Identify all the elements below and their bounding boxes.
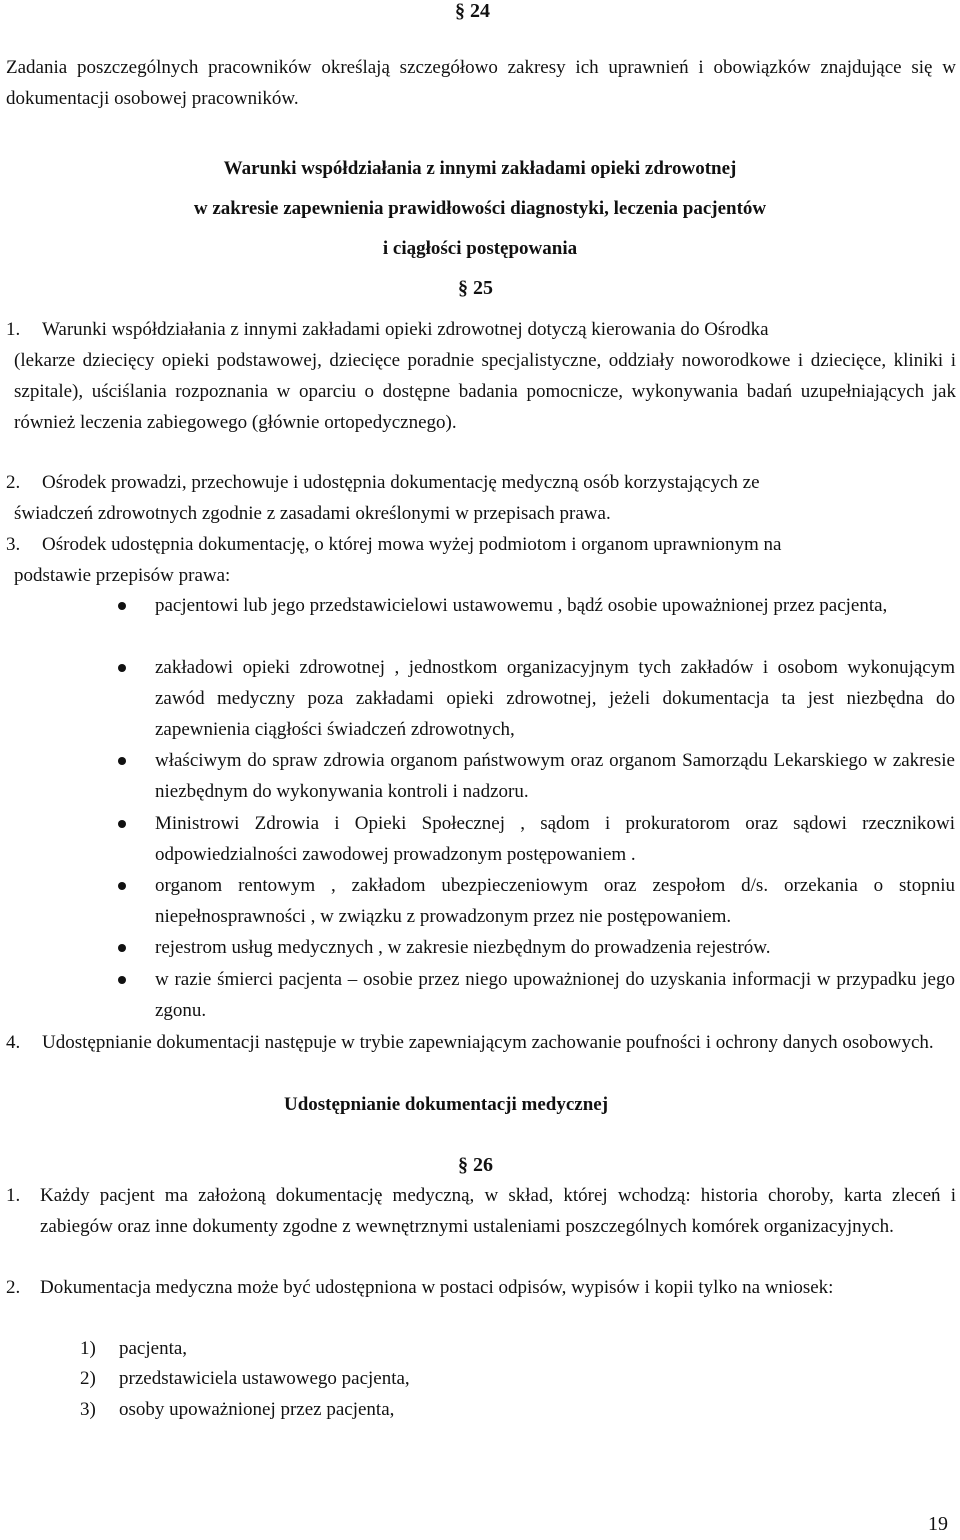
section-24-marker: § 24 xyxy=(455,0,490,22)
s25-p4-number: 4. xyxy=(6,1032,21,1053)
heading-cooperation-line3: i ciągłości postępowania xyxy=(382,238,578,259)
bullet-icon xyxy=(118,664,126,672)
s26-item-number: 3) xyxy=(80,1399,96,1420)
s26-item-authorized-person: osoby upoważnionej przez pacjenta, xyxy=(119,1399,395,1420)
bullet-item-ministry: Ministrowi Zdrowia i Opieki Społecznej , sądom i prokuratorom oraz sądowi rzecznikowi odpowiedzialności zawodowej prowadzonym postępowaniem . xyxy=(155,813,955,865)
bullet-icon xyxy=(118,757,126,765)
s26-p1-text: Każdy pacjent ma założoną dokumentację medyczną, w skład, której wchodzą: historia choroby, karta zleceń i zabiegów oraz inne dokumenty zgodne z wewnętrznymi ustaleniami poszczególnych komórek organizacyjnych. xyxy=(40,1185,956,1237)
page-number: 19 xyxy=(928,1513,948,1535)
s25-p2-text: świadczeń zdrowotnych zgodnie z zasadami określonymi w przepisach prawa. xyxy=(14,503,611,524)
s25-p1-number: 1. xyxy=(6,319,21,340)
s25-p3-number: 3. xyxy=(6,534,21,555)
bullet-item-pension-organs: organom rentowym , zakładom ubezpieczeniowym oraz zespołom d/s. orzekania o stopniu niepełnosprawności , w związku z prowadzonym przez nie postępowaniem. xyxy=(155,875,955,927)
s25-p2-first-line: Ośrodek prowadzi, przechowuje i udostępnia dokumentację medyczną osób korzystających ze xyxy=(42,472,760,493)
bullet-icon xyxy=(118,820,126,828)
bullet-icon xyxy=(118,944,126,952)
s26-item-number: 1) xyxy=(80,1338,96,1359)
s25-p2-number: 2. xyxy=(6,472,21,493)
s26-p2-text: Dokumentacja medyczna może być udostępniona w postaci odpisów, wypisów i kopii tylko na wniosek: xyxy=(40,1277,834,1298)
s26-item-number: 2) xyxy=(80,1368,96,1389)
s25-p1-first-line: Warunki współdziałania z innymi zakładami opieki zdrowotnej dotyczą kierowania do Ośrodka xyxy=(42,319,769,340)
s25-p1-text: (lekarze dziecięcy opieki podstawowej, dziecięce poradnie specjalistyczne, oddziały noworodkowe i dziecięce, kliniki i szpitale), uściślania rozpoznania w oparciu o dostępne badania pomocnicze, wykonywania badań uzupełniających jak również leczenia zabiegowego (głównie ortopedycznego). xyxy=(14,350,956,433)
s26-item-patient: pacjenta, xyxy=(119,1338,188,1359)
bullet-icon xyxy=(118,882,126,890)
s25-p3-text: podstawie przepisów prawa: xyxy=(14,565,231,586)
bullet-item-registers: rejestrom usług medycznych , w zakresie niezbędnym do prowadzenia rejestrów. xyxy=(155,937,771,958)
bullet-icon xyxy=(118,976,126,984)
heading-cooperation-line2: w zakresie zapewnienia prawidłowości diagnostyki, leczenia pacjentów xyxy=(193,198,767,219)
heading-cooperation-line1: Warunki współdziałania z innymi zakładami opieki zdrowotnej xyxy=(223,158,737,179)
bullet-item-healthcare-units: zakładowi opieki zdrowotnej , jednostkom organizacyjnym tych zakładów i osobom wykonującym zawód medyczny poza zakładami opieki zdrowotnej, jeżeli dokumentacja ta jest niezbędna do zapewnienia ciągłości świadczeń zdrowotnych, xyxy=(155,657,955,740)
s26-item-legal-representative: przedstawiciela ustawowego pacjenta, xyxy=(119,1368,410,1389)
bullet-item-patient: pacjentowi lub jego przedstawicielowi ustawowemu , bądź osobie upoważnionej przez pacjenta, xyxy=(155,595,888,616)
intro-paragraph: Zadania poszczególnych pracowników określają szczegółowo zakresy ich uprawnień i obowiązków znajdujące się w dokumentacji osobowej pracowników. xyxy=(6,57,956,109)
s25-p3-first-line: Ośrodek udostępnia dokumentację, o której mowa wyżej podmiotom i organom uprawnionym na xyxy=(42,534,782,555)
s25-p4-text: Udostępnianie dokumentacji następuje w trybie zapewniającym zachowanie poufności i ochrony danych osobowych. xyxy=(42,1032,934,1053)
section-26-marker: § 26 xyxy=(458,1154,493,1176)
heading-document-access: Udostępnianie dokumentacji medycznej xyxy=(284,1094,609,1115)
s26-p1-number: 1. xyxy=(6,1185,21,1206)
s26-p2-number: 2. xyxy=(6,1277,21,1298)
section-25-marker: § 25 xyxy=(458,277,493,299)
bullet-item-state-organs: właściwym do spraw zdrowia organom państwowym oraz organom Samorządu Lekarskiego w zakresie niezbędnym do wykonywania kontroli i nadzoru. xyxy=(155,750,955,802)
bullet-item-death-case: w razie śmierci pacjenta – osobie przez niego upoważnionej do uzyskania informacji w przypadku jego zgonu. xyxy=(155,969,955,1021)
bullet-icon xyxy=(118,602,126,610)
